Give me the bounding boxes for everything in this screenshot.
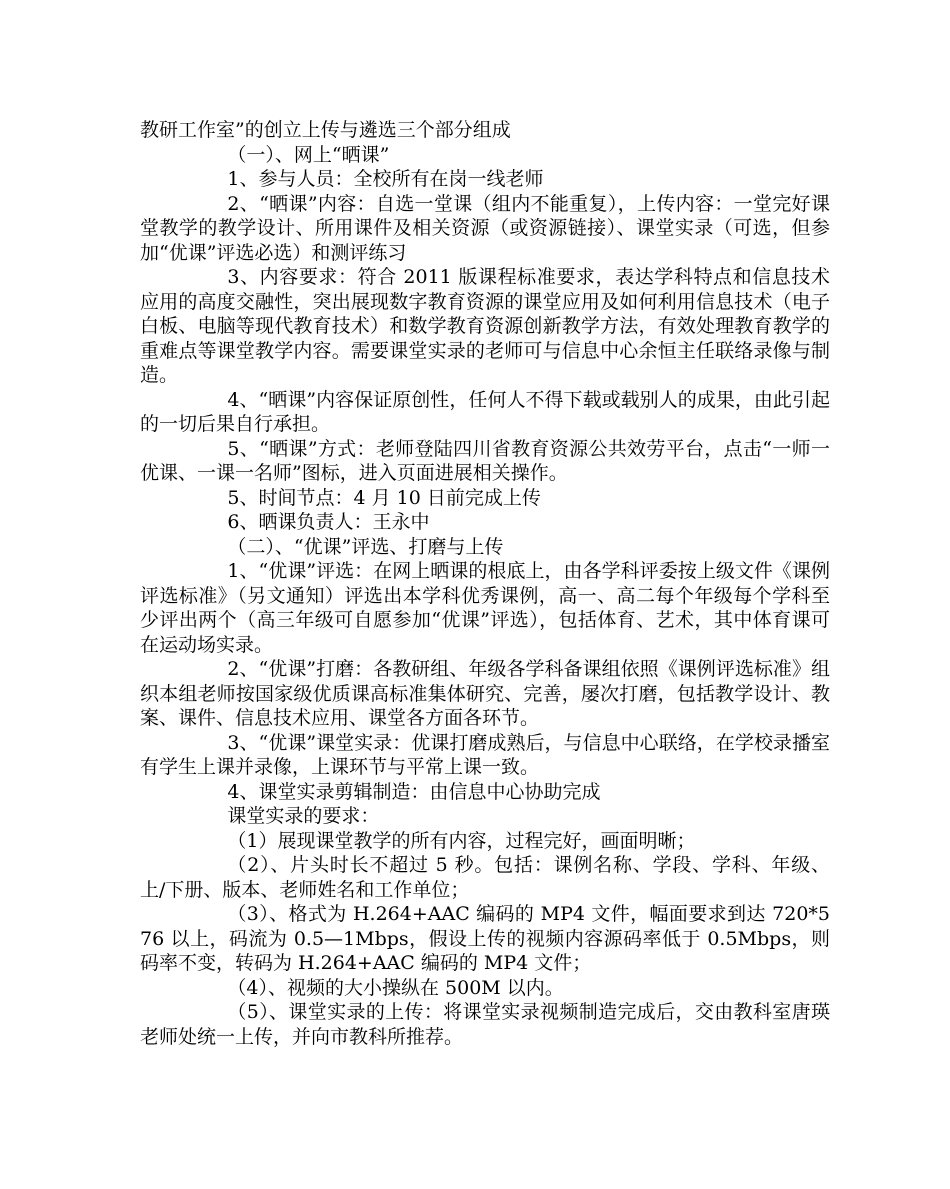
requirement-item-4: （4）、视频的大小操纵在 500M 以内。: [227, 976, 564, 999]
paragraph-deadline: 5、时间节点：4 月 10 日前完成上传: [227, 486, 541, 509]
requirement-item-3: （3）、格式为 H.264+AAC 编码的 MP4 文件，幅面要求到达 720*576 以上，码流为 0.5—1Mbps，假设上传的视频内容源码率低于 0.5Mbps，则码率不变，转码为 H.264+AAC 编码的 MP4 文件；: [140, 903, 830, 974]
paragraph-intro: 教研工作室”的创立上传与遴选三个部分组成: [140, 119, 511, 141]
requirement-item-2: （2）、片头时长不超过 5 秒。包括：课例名称、学段、学科、年级、上/下册、版本、老师姓名和工作单位；: [140, 854, 830, 901]
paragraph-polishing: 2、“优课”打磨：各教研组、年级各学科备课组依照《课例评选标准》组织本组老师按国家级优质课高标准集体研究、完善，屡次打磨，包括教学设计、教案、课件、信息技术应用、课堂各方面各环节。: [140, 658, 830, 729]
paragraph-editing: 4、课堂实录剪辑制造：由信息中心协助完成: [227, 780, 601, 803]
paragraph-recording-requirements: 课堂实录的要求：: [227, 805, 380, 827]
paragraph-method: 5、“晒课”方式：老师登陆四川省教育资源公共效劳平台，点击“一师一优课、一课一名师”图标，进入页面进展相关操作。: [140, 437, 830, 484]
requirement-item-1: （1）展现课堂教学的所有内容，过程完好，画面明晰；: [227, 829, 696, 852]
paragraph-originality: 4、“晒课”内容保证原创性，任何人不得下载或载别人的成果，由此引起的一切后果自行承担。: [140, 388, 830, 435]
requirement-item-5: （5）、课堂实录的上传：将课堂实录视频制造完成后，交由教科室唐瑛老师处统一上传，并向市教科所推荐。: [140, 1001, 830, 1048]
paragraph-selection: 1、“优课”评选：在网上晒课的根底上，由各学科评委按上级文件《课例评选标准》（另文通知）评选出本学科优秀课例，高一、高二每个年级每个学科至少评出两个（高三年级可自愿参加“优课”评选），包括体育、艺术，其中体育课可在运动场实录。: [140, 560, 830, 656]
section-heading-quality-lesson: （二）、“优课”评选、打磨与上传: [227, 535, 504, 558]
paragraph-lesson-content: 2、“晒课”内容：自选一堂课（组内不能重复），上传内容：一堂完好课堂教学的教学设计、所用课件及相关资源（或资源链接）、课堂实录（可选，但参加“优课”评选必选）和测评练习: [140, 192, 830, 264]
paragraph-person-in-charge: 6、晒课负责人：王永中: [227, 511, 430, 533]
paragraph-content-requirements: 3、内容要求：符合 2011 版课程标准要求，表达学科特点和信息技术应用的高度交融性，突出展现数字教育资源的课堂应用及如何利用信息技术（电子白板、电脑等现代教育技术）和数学教育资源创新教学方法，有效处理教育教学的重难点等课堂教学内容。需要课堂实录的老师可与信息中心余恒主任联络录像与制造。: [140, 266, 830, 386]
paragraph-recording: 3、“优课”课堂实录：优课打磨成熟后，与信息中心联络，在学校录播室有学生上课并录像，上课环节与平常上课一致。: [140, 731, 830, 778]
section-heading-online-lesson: （一）、网上“晒课”: [227, 143, 390, 166]
paragraph-participants: 1、参与人员：全校所有在岗一线老师: [227, 168, 544, 190]
document-page: [140, 118, 830, 1049]
